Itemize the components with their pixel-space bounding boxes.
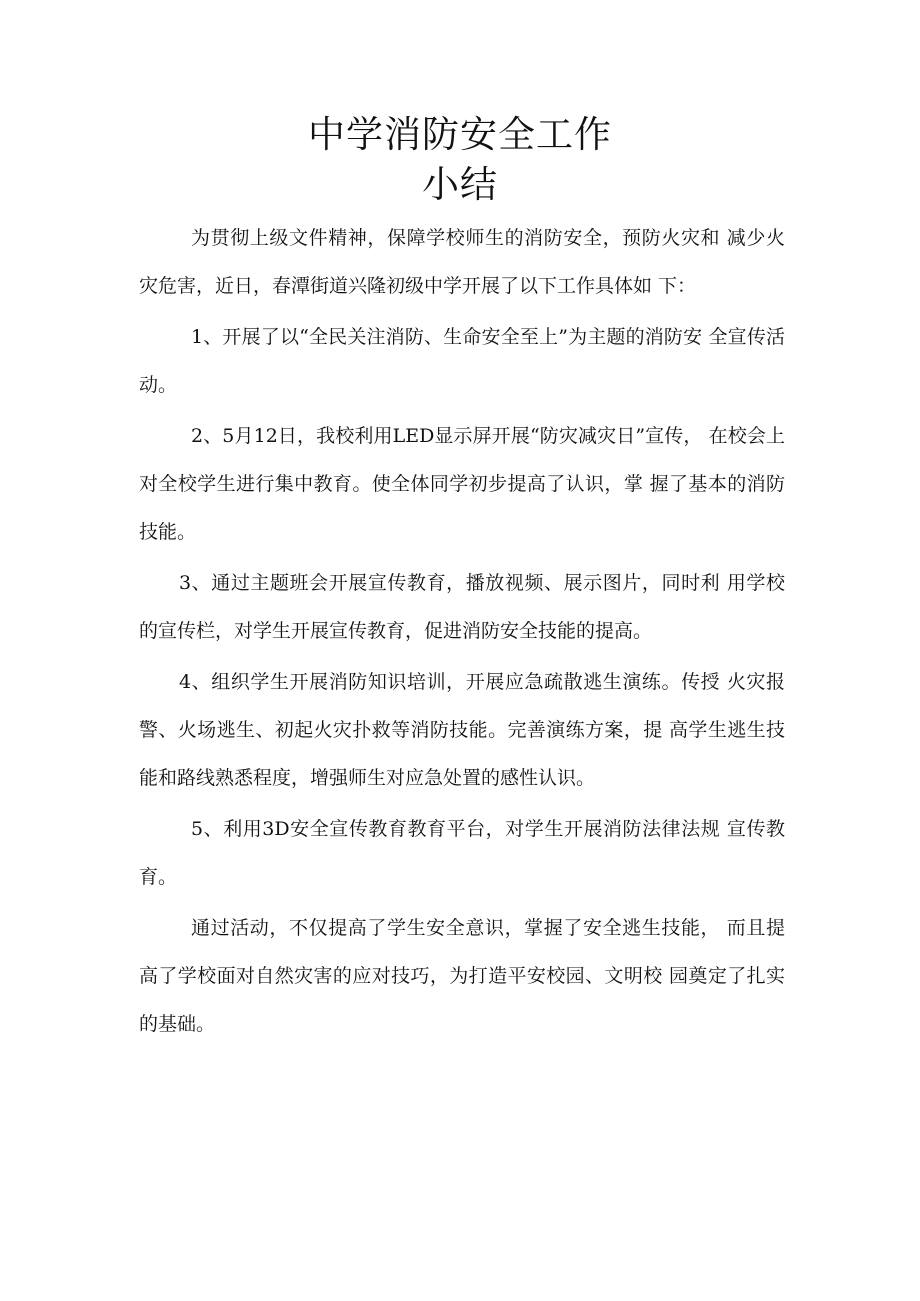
paragraph-item-4: 4、组织学生开展消防知识培训，开展应急疏散逃生演练。传授 火灾报警、火场逃生、初起火灾扑救等消防技能。完善演练方案，提 高学生逃生技能和路线熟悉程度，增强师生对应急处置的感性认识。 [139, 671, 785, 789]
paragraph-conclusion: 通过活动，不仅提高了学生安全意识，掌握了安全逃生技能， 而且提高了学校面对自然灾害的应对技巧，为打造平安校园、文明校 园奠定了扎实的基础。 [139, 917, 785, 1035]
paragraph-intro: 为贯彻上级文件精神，保障学校师生的消防安全，预防火灾和 减少火灾危害，近日，春潭街道兴隆初级中学开展了以下工作具体如 下： [139, 227, 785, 297]
paragraph-item-5: 5、利用3D安全宣传教育教育平台，对学生开展消防法律法规 宣传教育。 [139, 818, 785, 888]
paragraph-item-2: 2、5月12日，我校利用LED显示屏开展“防灾减灾日”宣传， 在校会上对全校学生进行集中教育。使全体同学初步提高了认识，掌 握了基本的消防技能。 [139, 425, 785, 543]
document-body [139, 214, 785, 1051]
paragraph-item-1: 1、开展了以“全民关注消防、生命安全至上”为主题的消防安 全宣传活动。 [139, 326, 785, 396]
document-title-line-2: 小结 [422, 163, 498, 206]
paragraph-item-3: 3、通过主题班会开展宣传教育，播放视频、展示图片，同时利 用学校的宣传栏，对学生开展宣传教育，促进消防安全技能的提高。 [139, 572, 785, 642]
document-title-line-1: 中学消防安全工作 [308, 113, 612, 156]
